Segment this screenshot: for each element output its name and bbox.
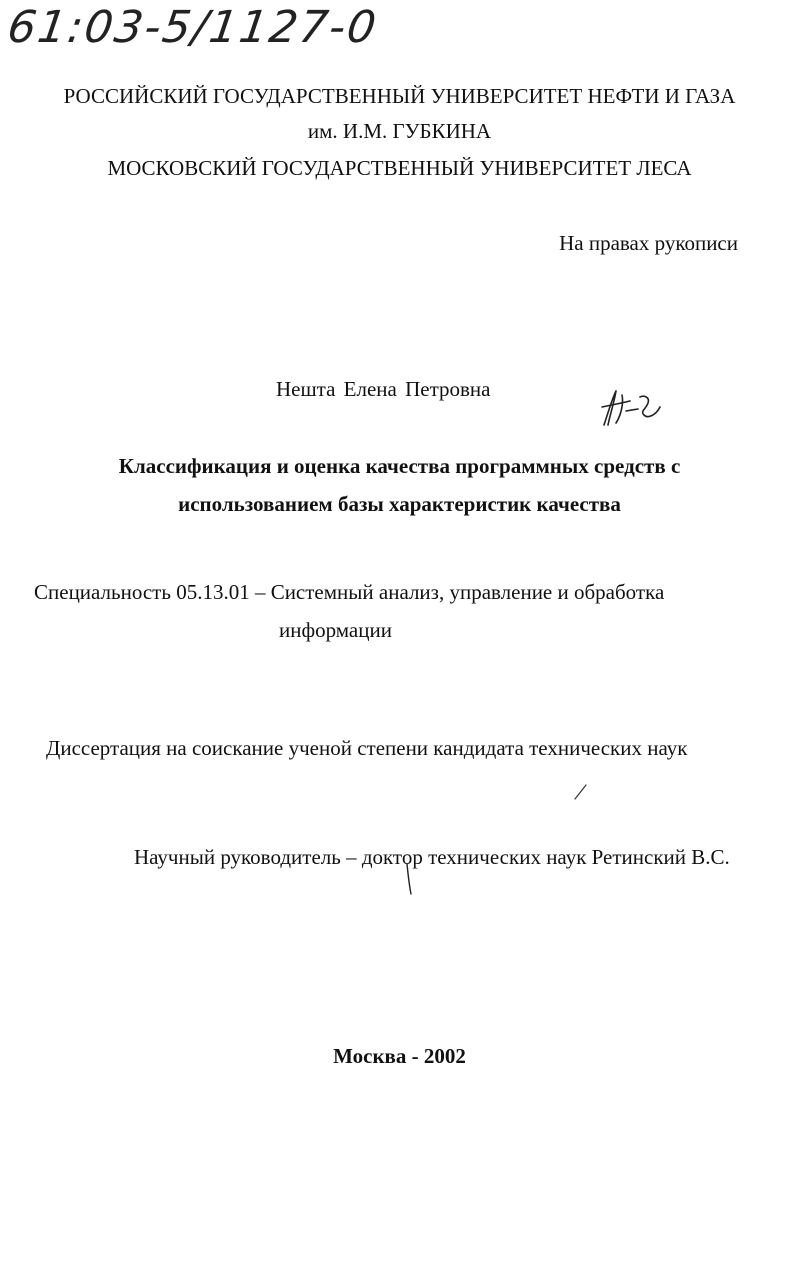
scientific-advisor: Научный руководитель – доктор технических наук Ретинский В.С. — [134, 845, 730, 869]
pen-mark-slash — [572, 783, 588, 801]
dissertation-title-line-1: Классификация и оценка качества программных средств с — [118, 454, 681, 478]
university-1-title: РОССИЙСКИЙ ГОСУДАРСТВЕННЫЙ УНИВЕРСИТЕТ НЕФТИ И ГАЗА — [63, 84, 736, 108]
handwritten-archive-code: 61:03-5/1127-0 — [4, 2, 381, 53]
manuscript-rights-note: На правах рукописи — [559, 231, 738, 255]
dissertation-title-line-2: использованием базы характеристик качества — [178, 492, 621, 516]
dissertation-degree-statement: Диссертация на соискание ученой степени кандидата технических наук — [46, 736, 688, 760]
handwritten-signature — [598, 385, 668, 430]
author-name: Нешта Елена Петровна — [276, 377, 491, 401]
university-2-title: МОСКОВСКИЙ ГОСУДАРСТВЕННЫЙ УНИВЕРСИТЕТ ЛЕСА — [107, 156, 692, 180]
specialty-line-2: информации — [279, 618, 392, 642]
pen-mark-tick — [404, 862, 414, 896]
specialty-line-1: Специальность 05.13.01 – Системный анализ, управление и обработка — [34, 580, 665, 604]
university-1-name: им. И.М. ГУБКИНА — [307, 119, 492, 143]
city-and-year: Москва - 2002 — [333, 1044, 466, 1068]
